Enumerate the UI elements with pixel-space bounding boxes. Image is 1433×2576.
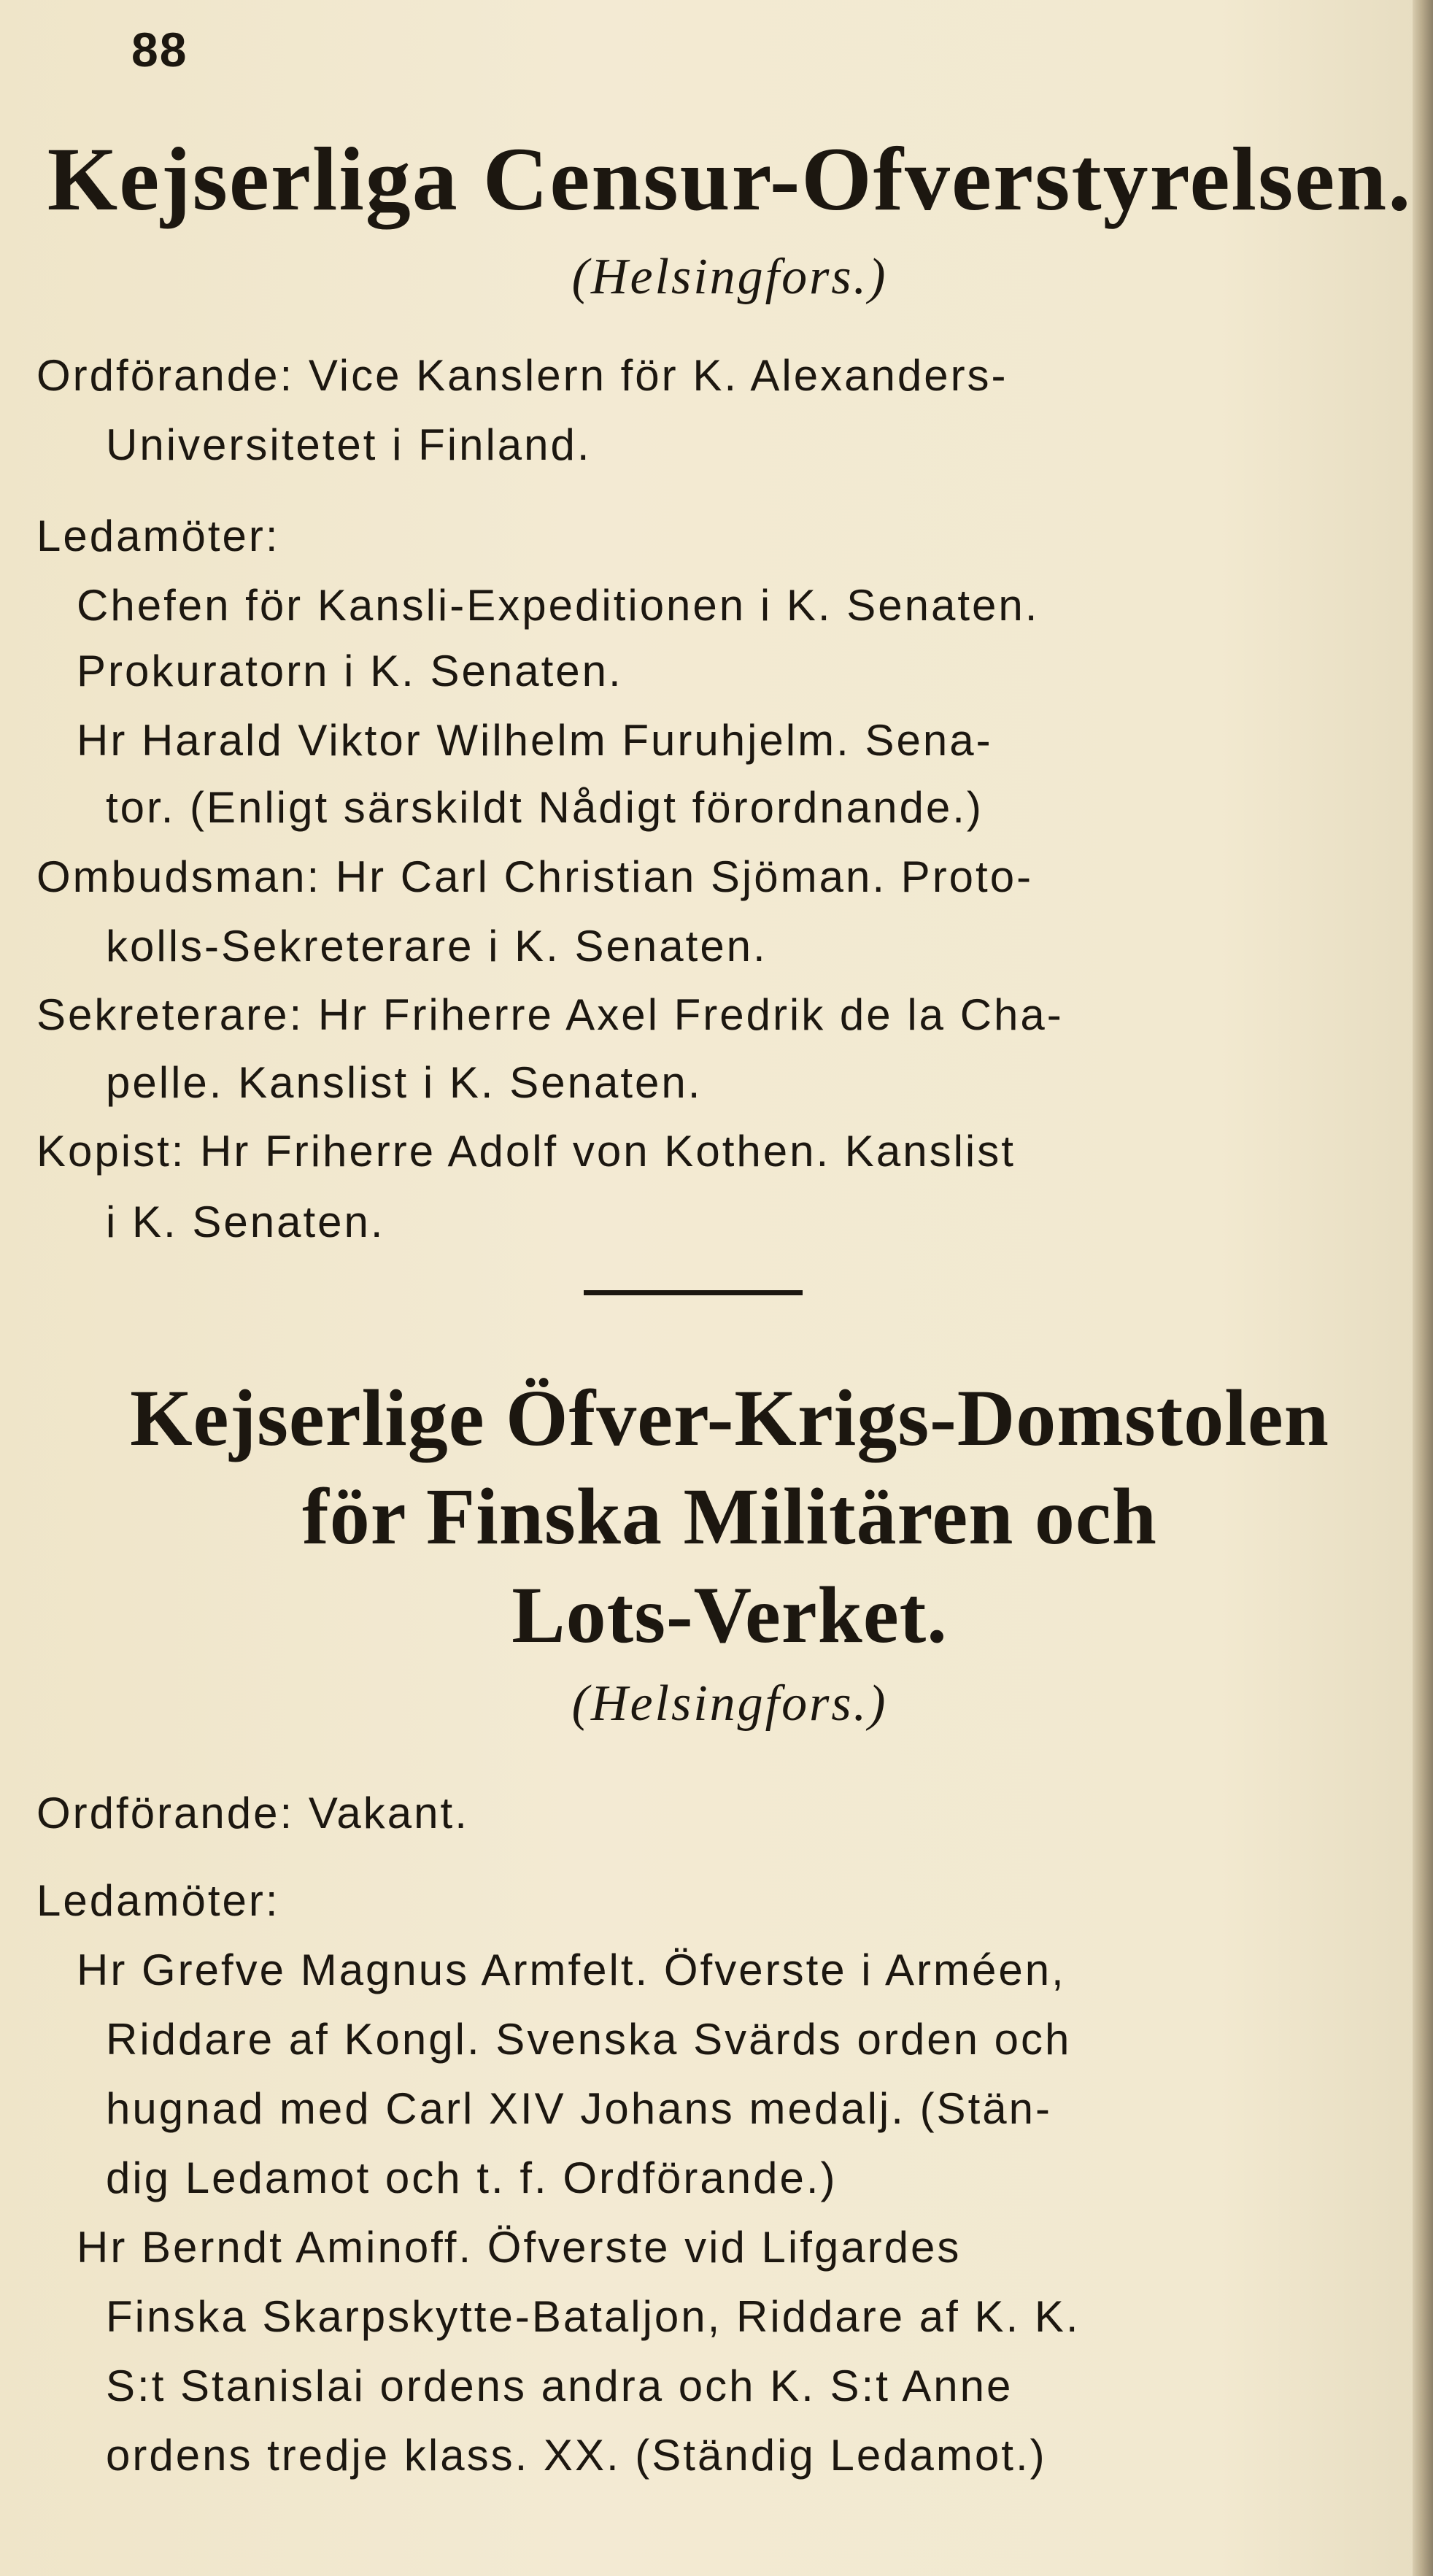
section2-title-line: Kejserlige Öfver-Krigs-Domstolen [130,1373,1329,1462]
section-divider [584,1290,803,1295]
section2-line: Ledamöter: [36,1876,280,1925]
section2-line: Ordförande: Vakant. [36,1789,469,1837]
section2-line: dig Ledamot och t. f. Ordförande.) [106,2153,838,2202]
page-edge [1413,0,1433,2576]
section2-line: S:t Stanislai ordens andra och K. S:t Anne [106,2361,1013,2410]
section1-line: Kopist: Hr Friherre Adolf von Kothen. Kanslist [36,1127,1016,1176]
section1-line: i K. Senaten. [106,1198,385,1246]
section1-line: Chefen för Kansli-Expeditionen i K. Senaten. [77,581,1040,630]
section1-title: Kejserliga Censur-Ofverstyrelsen. [47,129,1413,229]
section1-line: tor. (Enligt särskildt Nådigt förordnande.) [106,783,984,832]
section2-title-line: Lots-Verket. [511,1570,948,1659]
section1-line: Prokuratorn i K. Senaten. [77,647,623,695]
section2-line: ordens tredje klass. XX. (Ständig Ledamot.) [106,2431,1047,2480]
section1-place: (Helsingfors.) [571,249,888,305]
section1-line: Ledamöter: [36,512,280,560]
page-number: 88 [131,23,188,77]
section2-place: (Helsingfors.) [571,1675,888,1732]
section1-line: kolls-Sekreterare i K. Senaten. [106,922,768,971]
section1-line: Ombudsman: Hr Carl Christian Sjöman. Proto- [36,852,1034,901]
section1-line: Hr Harald Viktor Wilhelm Furuhjelm. Sena- [77,716,993,765]
section2-line: Hr Grefve Magnus Armfelt. Öfverste i Arméen, [77,1946,1066,1994]
section2-title-line: för Finska Militären och [302,1472,1157,1561]
section1-line: Ordförande: Vice Kanslern för K. Alexanders- [36,351,1008,400]
section1-line: Sekreterare: Hr Friherre Axel Fredrik de la Cha- [36,990,1064,1039]
section1-line: Universitetet i Finland. [106,420,592,469]
section2-line: Hr Berndt Aminoff. Öfverste vid Lifgardes [77,2223,962,2272]
section1-line: pelle. Kanslist i K. Senaten. [106,1058,703,1107]
section2-line: Finska Skarpskytte-Bataljon, Riddare af K. K. [106,2292,1081,2341]
section2-line: Riddare af Kongl. Svenska Svärds orden och [106,2015,1072,2064]
section2-line: hugnad med Carl XIV Johans medalj. (Stän- [106,2084,1052,2133]
